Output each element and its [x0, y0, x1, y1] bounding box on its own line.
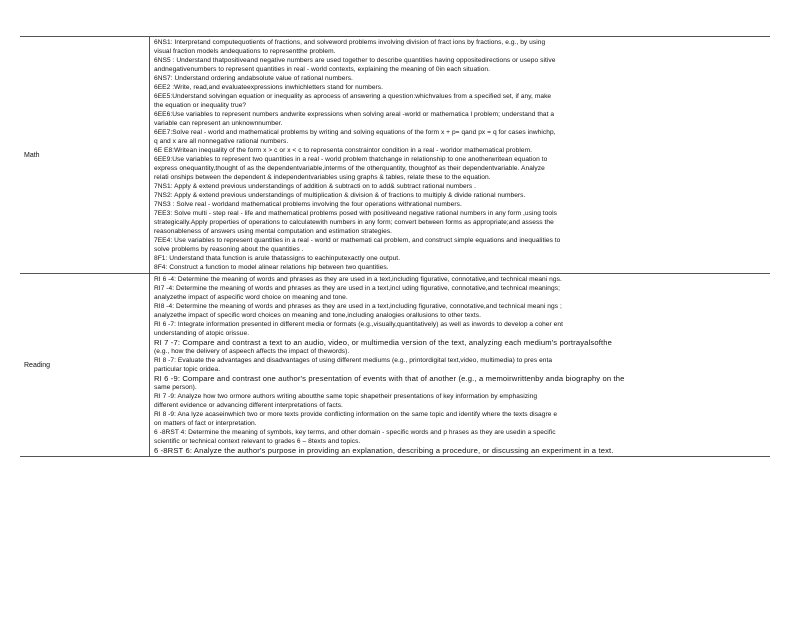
standard-line: 8F4: Construct a function to model alinear relations hip between two quantities. — [154, 264, 389, 271]
standard-line: 7NS1: Apply & extend previous understandings of addition & subtracti on to add& subtract rational numbers . — [154, 183, 477, 190]
standard-line: (e.g., how the delivery of aspeech affects the impact of thewords). — [154, 348, 350, 355]
standard-line: relati onships between the dependent & independentvariables using graphs & tables, relate these to the equation. — [154, 174, 491, 181]
standard-line: 6E E8:Writean inequality of the form x > c or x < c to representa constraintor condition in a real - worldor mathematical problem. — [154, 147, 532, 154]
standard-line: analyzethe impact of aspecific word choice on meaning and tone. — [154, 294, 348, 301]
standard-line: particular topic oridea. — [154, 366, 221, 373]
standard-line: 7EE3: Solve multi - step real - life and mathematical problems posed with positiveand negative rational numbers in any form ,using tools — [154, 210, 557, 217]
standard-line: RI7 -4: Determine the meaning of words and phrases as they are used in a text,incl uding figurative, connotative,and technical meanings; — [154, 285, 560, 292]
subject-label-math: Math — [20, 37, 150, 273]
standard-line: 6 -8RST 6: Analyze the author's purpose in providing an explanation, describing a procedure, or discussing an experiment in a text. — [154, 446, 614, 455]
standard-line: 6NS5 : Understand thatpositiveand negative numbers are used together to describe quantities having oppositedirections or usepo sitive — [154, 57, 556, 64]
standard-line: solve problems by reasoning about the quantities . — [154, 246, 304, 253]
standard-line: 6EE5:Understand solvingan equation or inequality as aprocess of answering a question:whichvalues from a specified set, if any, make — [154, 93, 552, 100]
standard-line: 7NS3 : Solve real - worldand mathematical problems involving the four operations withrational numbers. — [154, 201, 462, 208]
standard-line: on matters of fact or interpretation. — [154, 420, 257, 427]
standard-line: variable can represent an unknownnumber. — [154, 120, 283, 127]
standards-table — [20, 36, 770, 457]
standard-line: RI 6 -4: Determine the meaning of words and phrases as they are used in a text,including figurative, connotative,and technical meani ngs. — [154, 276, 562, 283]
subject-label-reading: Reading — [20, 274, 150, 456]
standard-line: understanding of atopic orissue. — [154, 330, 250, 337]
standard-line: q and x are all nonnegative rational numbers. — [154, 138, 289, 145]
standard-line: 7EE4: Use variables to represent quantities in a real - world or mathemati cal problem, and construct simple equations and inequalities to — [154, 237, 561, 244]
standard-line: strategically.Apply properties of operations to calculatewith numbers in any form; convert between forms as appropriate;and assess the — [154, 219, 554, 226]
standard-line: analyzethe impact of specific word choices on meaning and tone,including analogies orallusions to other texts. — [154, 312, 481, 319]
standard-line: the equation or inequality true? — [154, 102, 247, 109]
standard-line: scientific or technical context relevant to grades 6 – 8texts and topics. — [154, 438, 361, 445]
standard-line: 7NS2: Apply & extend previous understandings of multiplication & division & of fractions to multiply & divide rational numbers. — [154, 192, 526, 199]
standard-line: 6 -8RST 4: Determine the meaning of symbols, key terms, and other domain - specific words and p hrases as they are usedin a specific — [154, 429, 556, 436]
standard-line: express onequantity,thought of as the dependentvariable,interms of the otherquantity, thoughtof as their dependentvariable. Analyze — [154, 165, 545, 172]
standard-line: 6EE7:Solve real - world and mathematical problems by writing and solving equations of the form x + p= qand px = q for cases inwhichp, — [154, 129, 556, 136]
standard-line: RI 7 -9: Analyze how two ormore authors writing aboutthe same topic shapetheir presentations of key information by emphasizing — [154, 393, 538, 400]
standard-line: RI8 -4: Determine the meaning of words and phrases as they are used in a text,including figurative, connotative,and technical meani ngs ; — [154, 303, 562, 310]
standard-line: visual fraction models andequations to representthe problem. — [154, 48, 336, 55]
standard-line: RI 6 -9: Compare and contrast one author's presentation of events with that of another (e.g., a memoirwrittenby anda biography on the — [154, 374, 625, 383]
math-section — [20, 37, 770, 274]
math-standards — [150, 37, 770, 273]
standard-line: 6EE6:Use variables to represent numbers andwrite expressions when solving areal -world or mathematica l problem; understand that a — [154, 111, 555, 118]
standard-line: andnegativenumbers to represent quantities in real - world contexts, explaining the meaning of 0in each situation. — [154, 66, 490, 73]
standard-line: RI 7 -7: Compare and contrast a text to an audio, video, or multimedia version of the text, analyzing each medium's portrayalsofthe — [154, 338, 612, 347]
standard-line: same person). — [154, 384, 197, 391]
standard-line: 6NS7: Understand ordering andabsolute value of rational numbers. — [154, 75, 353, 82]
standard-line: 6EE2 :Write, read,and evaluateexpressions inwhichletters stand for numbers. — [154, 84, 384, 91]
standard-line: RI 6 -7: Integrate information presented in different media or formats (e.g.,visually,quantitatively) as well as inwords to develop a coher ent — [154, 321, 563, 328]
standard-line: RI 8 -7: Evaluate the advantages and disadvantages of using different mediums (e.g., printordigital text,video, multimedia) to pres enta — [154, 357, 553, 364]
standard-line: reasonableness of answers using mental computation and estimation strategies. — [154, 228, 393, 235]
standard-line: 6NS1: Interpretand computequotients of fractions, and solveword problems involving division of fract ions by fractions, e.g., by using — [154, 39, 546, 46]
reading-section — [20, 274, 770, 456]
reading-standards — [150, 274, 770, 456]
standard-line: 8F1: Understand thata function is arule thatassigns to eachinputexactly one output. — [154, 255, 401, 262]
standard-line: 6EE9:Use variables to represent two quantities in a real - world problem thatchange in relationship to one anotherwritean equation to — [154, 156, 548, 163]
standard-line: RI 8 -9: Ana lyze acaseinwhich two or more texts provide conflicting information on the same topic and identify where the texts disagre e — [154, 411, 558, 418]
standard-line: different evidence or advancing different interpretations of facts. — [154, 402, 343, 409]
